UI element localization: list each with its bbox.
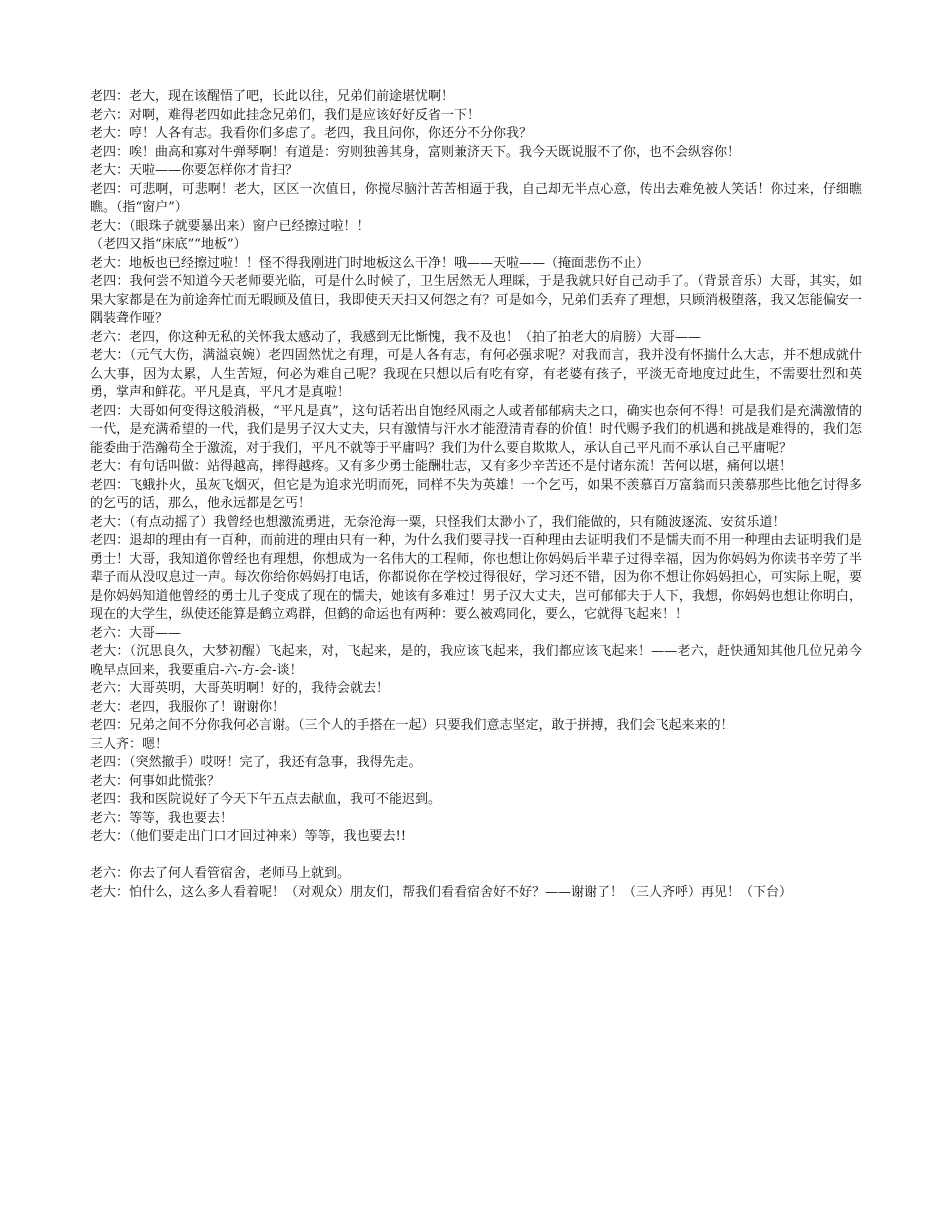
dialogue-line: 老四：老大，现在该醒悟了吧，长此以往，兄弟们前途堪忧啊！ (90, 89, 455, 104)
dialogue-line: 老大：（元气大伤，满溢哀婉）老四固然忧之有理，可是人各有志，有何必强求呢？对我而言，我并没有怀揣什么大志，并不想成就什么大事，因为太累，人生苦短，何必为难自己呢？我现在只想以后有吃有穿，有老婆有孩子，平淡无奇地度过此生，不需要壮烈和英勇，掌声和鲜花。平凡是真，平凡才是真啦！ (90, 348, 862, 400)
dialogue-line: 老大：天啦——你要怎样你才肯扫？ (90, 163, 299, 178)
dialogue-line: 老大：何事如此慌张？ (90, 773, 221, 789)
dialogue-line: 老四：退却的理由有一百种，而前进的理由只有一种，为什么我们要寻找一百种理由去证明我们不是懦夫而不用一种理由去证明我们是勇士！大哥，我知道你曾经也有理想，你想成为一名伟大的工程师，你也想让你妈妈后半辈子过得幸福，因为你妈妈为你读书辛劳了半辈子而从没叹息过一声。每次你给你妈妈打电话，你都说你在学校过得很好，学习还不错，因为你不想让你妈妈担心，可实际上呢，要是你妈妈知道他曾经的勇士儿子变成了现在的懦夫，她该有多难过！男子汉大丈夫，岂可郁郁夫于人下，我想，你妈妈也想让你明白，现在的大学生，纵使还能算是鹤立鸡群，但鹤的命运也有两种：要么被鸡同化，要么，它就得飞起来！！ (90, 533, 862, 622)
dialogue-line: 老大：怕什么，这么多人看着呢！（对观众）朋友们，帮我们看看宿舍好不好？——谢谢了！（三人齐呼）再见！（下台） (90, 884, 793, 900)
dialogue-line: 老大：（有点动摇了）我曾经也想激流勇进，无奈沧海一粟，只怪我们太渺小了，我们能做的，只有随波逐流、安贫乐道！ (90, 514, 786, 530)
dialogue-line: 老六：老四，你这种无私的关怀我太感动了，我感到无比惭愧，我不及也！（拍了拍老大的肩膀）大哥—— (90, 329, 702, 345)
dialogue-line: 老大：地板也已经擦过啦！！怪不得我刚进门时地板这么干净！哦——天啦——（掩面悲伤不止） (90, 255, 650, 271)
dialogue-line: 老四：唉！曲高和寡对牛弹琴啊！有道是：穷则独善其身，富则兼济天下。我今天既说服不了你，也不会纵容你！ (90, 144, 741, 160)
dialogue-line: 老六：大哥英明，大哥英明啊！好的，我待会就去！ (90, 681, 390, 696)
dialogue-line: 老四：我何尝不知道今天老师要光临，可是什么时候了，卫生居然无人理睬，于是我就只好自己动手了。（背景音乐）大哥，其实，如果大家都是在为前途奔忙而无暇顾及值日，我即使天天扫又何怨之有？可是如今，兄弟们丢弃了理想，只顾消极堕落，我又怎能偏安一隅装聋作哑？ (90, 274, 862, 326)
script-page (90, 88, 862, 902)
dialogue-line: 三人齐：嗯！ (90, 736, 169, 752)
dialogue-line: 老六：等等，我也要去！ (90, 810, 234, 826)
dialogue-line: 老大：（沉思良久，大梦初醒）飞起来，对，飞起来，是的，我应该飞起来，我们都应该飞起来！——老六，赶快通知其他几位兄弟今晚早点回来，我要重启-六-方-会-谈！ (90, 644, 862, 678)
dialogue-line: 老四：我和医院说好了今天下午五点去献血，我可不能迟到。 (90, 792, 442, 807)
dialogue-line: 老大：哼！人各有志。我看你们多虑了。老四，我且问你，你还分不分你我？ (90, 126, 533, 141)
dialogue-line: 老四：兄弟之间不分你我何必言谢。（三个人的手搭在一起）只要我们意志坚定，敢于拼搏，我们会飞起来来的！ (90, 718, 734, 733)
dialogue-line: 老六：对啊，难得老四如此挂念兄弟们，我们是应该好好反省一下！ (90, 107, 481, 123)
dialogue-line: 老大：（眼珠子就要暴出来）窗户已经擦过啦！！ (90, 218, 370, 234)
dialogue-line: 老四：大哥如何变得这般消极，“平凡是真”，这句话若出自饱经风雨之人或者郁郁病夫之口，确实也奈何不得！可是我们是充满激情的一代，是充满希望的一代，我们是男子汉大丈夫，只有激情与汗水才能澄清青春的价值！时代赐予我们的机遇和挑战是难得的，我们怎能委曲于浩瀚苟全于激流，对于我们，平凡不就等于平庸吗？我们为什么要自欺欺人，承认自己平凡而不承认自己平庸呢？ (90, 403, 862, 456)
dialogue-line: 老六：你去了何人看管宿舍，老师马上就到。 (90, 866, 351, 881)
stage-direction: （老四又指“床底”“地板”） (90, 237, 247, 252)
dialogue-line: 老四：可悲啊，可悲啊！老大，区区一次值日，你搅尽脑汁苦苦相逼于我，自己却无半点心意，传出去难免被人笑话！你过来，仔细瞧瞧。（指“窗户”） (90, 181, 862, 215)
blank-line (90, 847, 862, 866)
dialogue-line: 老大：有句话叫做：站得越高，摔得越疼。又有多少勇士能酬壮志，又有多少辛苦还不是付诸东流！苦何以堪，痛何以堪！ (90, 459, 793, 474)
dialogue-line: 老大：老四，我服你了！谢谢你！ (90, 699, 286, 715)
dialogue-line: 老四：（突然撤手）哎呀！完了，我还有急事，我得先走。 (90, 755, 422, 770)
dialogue-line: 老四：飞蛾扑火，虽灰飞烟灭，但它是为追求光明而死，同样不失为英雄！一个乞丐，如果不羡慕百万富翁而只羡慕那些比他乞讨得多的乞丐的话，那么，他永远都是乞丐！ (90, 477, 862, 511)
dialogue-line: 老大：（他们要走出门口才回过神来）等等，我也要去!! (90, 829, 406, 844)
dialogue-line: 老六：大哥—— (90, 625, 182, 641)
